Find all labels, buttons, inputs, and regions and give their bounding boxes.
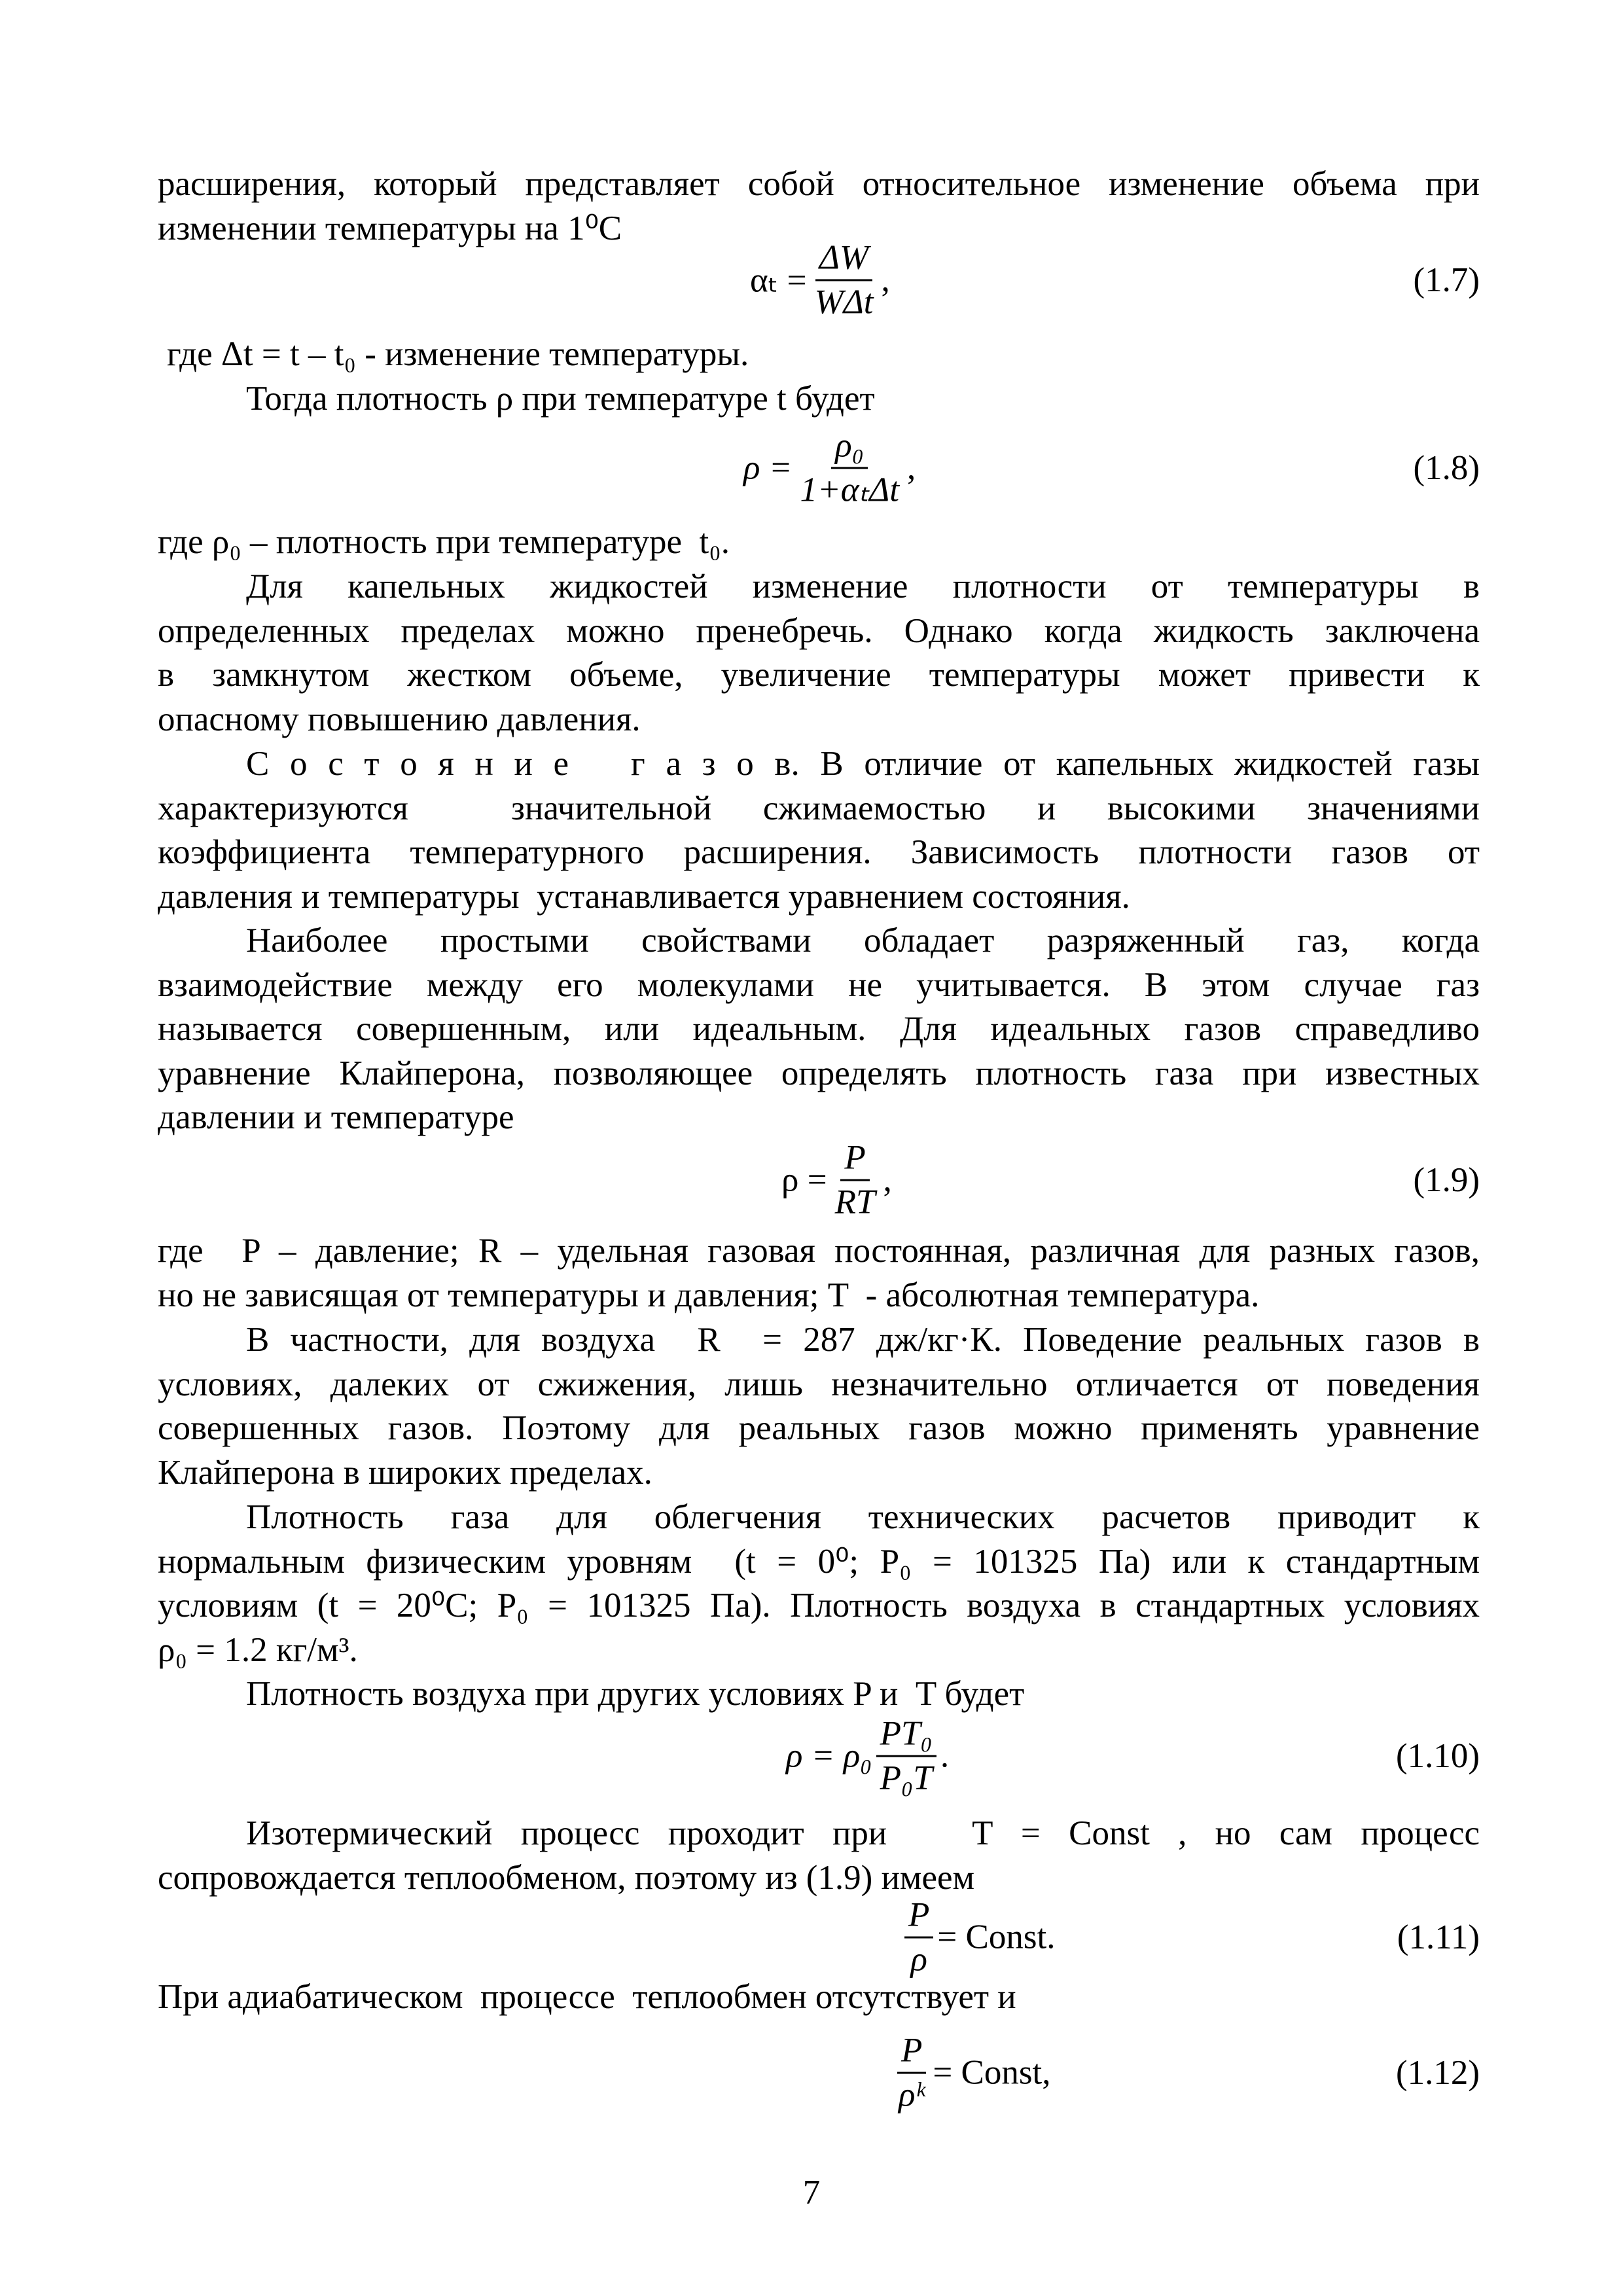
eq-tail: = Const. [937,1918,1056,1956]
eq-denominator: P₀T [880,1759,933,1797]
text-line: условиях, далеких от сжижения, лишь незначительно отличается от поведения [158,1365,1480,1403]
eq-tail: , [883,1161,892,1199]
eq-numerator: P [904,1895,933,1939]
eq-denominator: RT [834,1183,876,1221]
equation-1-7 [158,234,1480,326]
paragraph-10 [158,1496,1480,1672]
paragraph-2 [158,332,1489,377]
text-line: В частности, для воздуха R = 287 дж/кг·К. Поведение реальных газов в [246,1321,1480,1359]
text-line: Плотность газа для облегчения технических расчетов приводит к [246,1498,1480,1536]
text-line: изменении температуры на 1⁰С [158,209,622,247]
text-line: сопровождается теплообменом, поэтому из (1.9) имеем [158,1858,975,1897]
text-line: коэффициента температурного расширения. Зависимость плотности газов от [158,833,1480,872]
eq-numerator: ρ₀ [831,426,868,469]
eq-numerator: P [840,1138,869,1181]
eq-lhs: ρ = [781,1161,827,1199]
text-line: где P – давление; R – удельная газовая постоянная, различная для разных газов, [158,1232,1480,1270]
paragraph-9 [158,1318,1480,1495]
eq-tail: = Const, [933,2054,1051,2092]
text-line: взаимодействие между его молекулами не учитывается. В этом случае газ [158,965,1480,1004]
equation-number: (1.12) [1395,2054,1480,2092]
paragraph-8 [158,1229,1480,1318]
eq-denominator: 1+αₜΔt [800,471,900,509]
text-line: уравнение Клайперона, позволяющее определять плотность газа при известных [158,1054,1480,1092]
eq-numerator: ΔW [815,238,872,281]
eq-denominator: ρᵏ [899,2075,925,2114]
equation-number: (1.10) [1395,1737,1480,1775]
text-line: Клайперона в широких пределах. [158,1453,652,1492]
text-line: характеризуются значительной сжимаемостью и высокими значениями [158,789,1480,827]
equation-number: (1.11) [1397,1918,1480,1956]
text-line: С о с т о я н и е г а з о в. В отличие от капельных жидкостей газы [246,745,1480,783]
text-line: Тогда плотность ρ при температуре t будет [246,380,875,418]
text-line: совершенных газов. Поэтому для реальных газов можно применять уравнение [158,1409,1480,1448]
page-number: 7 [802,2174,821,2212]
paragraph-13 [158,1975,1480,2020]
eq-lhs: αₜ = [750,261,807,300]
eq-numerator: PT₀ [876,1714,936,1757]
paragraph-5 [158,565,1480,742]
text-line: нормальным физическим уровням (t = 0⁰; P₀ = 101325 Па) или к стандартным [158,1542,1480,1581]
text-line: опасному повышению давления. [158,700,641,738]
paragraph-6 [158,742,1480,919]
text-line: ρ₀ = 1.2 кг/м³. [158,1630,358,1669]
paragraph-3 [158,377,1480,422]
eq-tail: , [881,261,890,299]
paragraph-12 [158,1812,1480,1900]
paragraph-4 [158,520,1480,565]
text-line: в замкнутом жестком объеме, увеличение температуры может привести к [158,656,1480,694]
text-line: давления и температуры устанавливается уравнением состояния. [158,877,1130,916]
text-line: Плотность воздуха при других условиях P и T будет [246,1675,1025,1713]
eq-tail: . [940,1737,950,1775]
equation-1-9 [158,1134,1480,1226]
equation-1-8 [158,422,1480,514]
text-line: условиям (t = 20⁰С; P₀ = 101325 Па). Плотность воздуха в стандартных условиях [158,1587,1480,1625]
paragraph-7 [158,919,1480,1140]
text-line: где Δt = t – t₀ - изменение температуры. [167,335,749,373]
eq-denominator: ρ [910,1940,927,1979]
text-line: Изотермический процесс проходит при T = Const , но сам процесс [246,1814,1480,1852]
text-line: При адиабатическом процессе теплообмен отсутствует и [158,1978,1016,2016]
eq-numerator: P [897,2031,926,2074]
equation-1-11 [158,1892,1480,1983]
equation-number: (1.9) [1413,1161,1480,1199]
equation-number: (1.8) [1413,449,1480,487]
eq-lhs: ρ = [743,449,793,487]
text-line: где ρ₀ – плотность при температуре t₀. [158,523,730,561]
text-line: давлении и температуре [158,1098,514,1137]
equation-1-12 [158,2027,1480,2119]
eq-denominator: WΔt [814,283,874,321]
text-line: называется совершенным, или идеальным. Для идеальных газов справедливо [158,1010,1480,1049]
text-line: определенных пределах можно пренебречь. Однако когда жидкость заключена [158,611,1480,650]
eq-lhs: ρ = ρ₀ [786,1737,872,1775]
equation-number: (1.7) [1413,261,1480,299]
text-line: расширения, который представляет собой относительное изменение объема при [158,165,1480,203]
text-line: Для капельных жидкостей изменение плотности от температуры в [246,567,1480,605]
text-line: Наиболее простыми свойствами обладает разряженный газ, когда [246,922,1480,960]
eq-tail: , [907,449,916,487]
equation-1-10 [158,1710,1480,1802]
text-line: но не зависящая от температуры и давления; T - абсолютная температура. [158,1276,1260,1314]
